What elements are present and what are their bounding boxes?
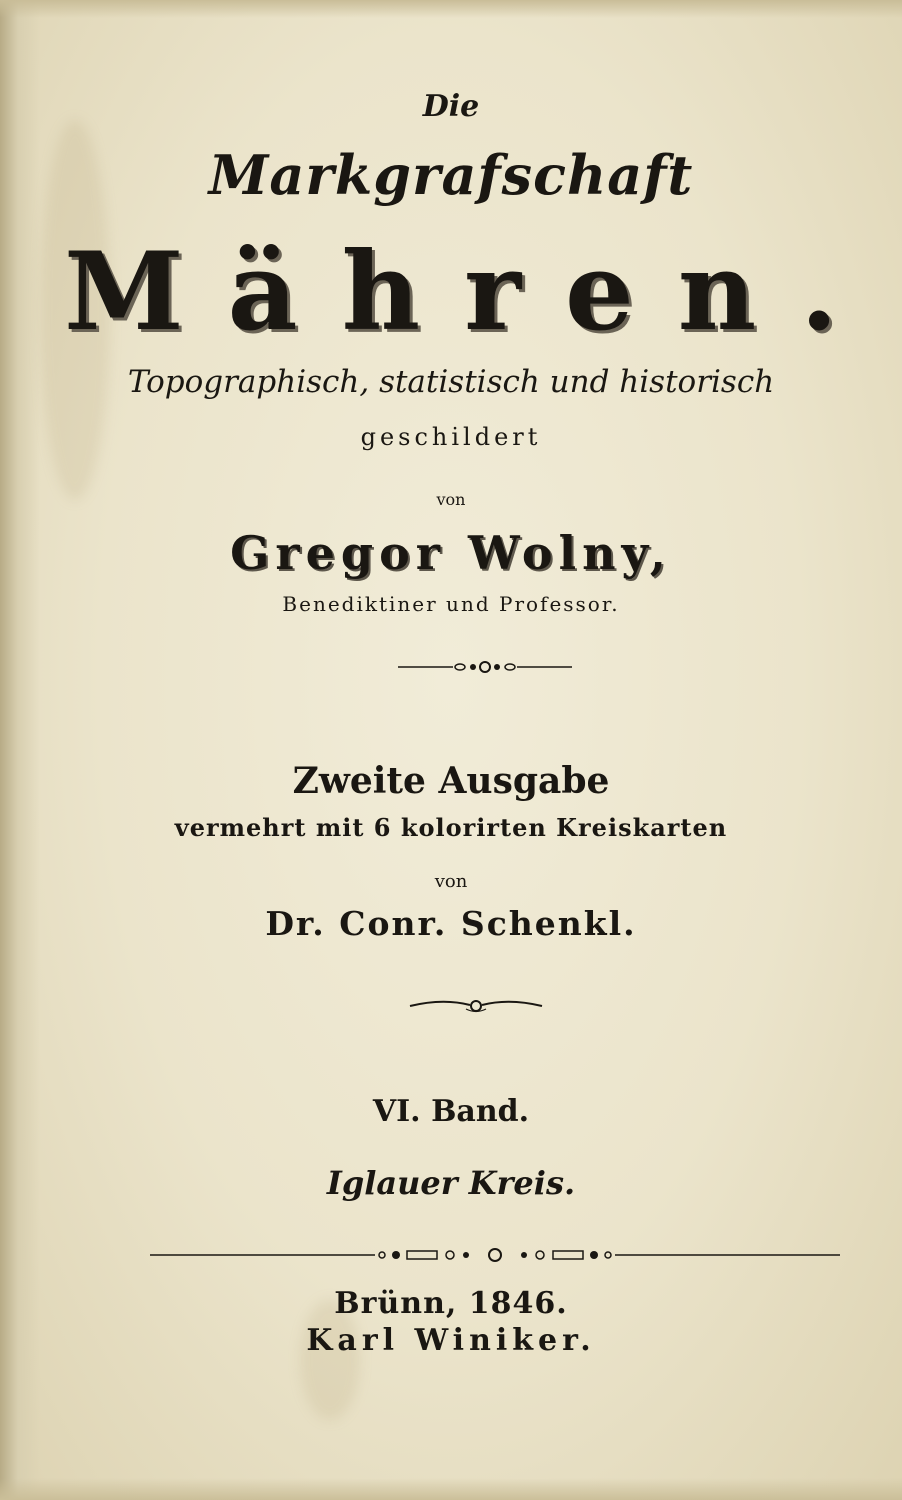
editor-name: Dr. Conr. Schenkl.: [265, 904, 637, 943]
subtitle: Topographisch, statistisch und historisch: [127, 364, 775, 400]
by-line: von: [436, 490, 466, 509]
by-line: von: [434, 871, 468, 892]
ornament-divider: [398, 658, 572, 676]
edition-title: Zweite Ausgabe: [292, 760, 610, 802]
subtitle-continued: geschildert: [360, 423, 542, 451]
author-name: Gregor Wolny,: [230, 526, 672, 580]
page-edge-shadow: [0, 0, 40, 1500]
publisher-name: Karl Winiker.: [306, 1323, 596, 1358]
title-article: Die: [422, 89, 480, 124]
volume-number: VI. Band.: [372, 1094, 530, 1129]
title-line: Markgrafschaft: [208, 143, 694, 207]
edition-note: vermehrt mit 6 kolorirten Kreiskarten: [174, 813, 728, 842]
volume-title: Iglauer Kreis.: [326, 1164, 576, 1202]
ornament-rule: [150, 1247, 840, 1263]
ornament-divider: [408, 994, 544, 1016]
author-role: Benediktiner und Professor.: [282, 592, 620, 616]
main-title: Mähren.: [64, 229, 882, 355]
page-top-shadow: [0, 0, 902, 18]
page-bottom-shadow: [0, 1478, 902, 1500]
place-and-year: Brünn, 1846.: [334, 1286, 568, 1321]
